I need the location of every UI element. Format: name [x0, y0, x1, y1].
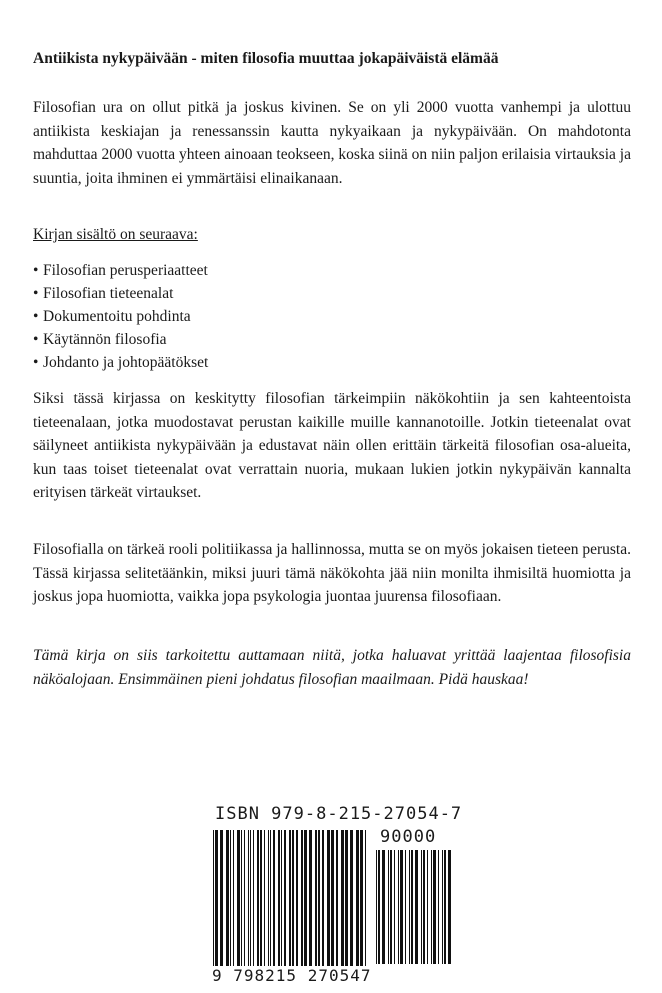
barcode-bar: [378, 850, 380, 964]
barcode-bar: [213, 830, 214, 980]
barcode-bar: [233, 830, 234, 966]
barcode-bar: [215, 830, 218, 980]
role-paragraph: Filosofialla on tärkeä rooli politiikassa ja hallinnossa, mutta se on myös jokaisen tieteen perusta. Tässä kirjassa selitetäänkin, miksi juuri tämä näkökohta jää niin monilta ihmisiltä huomiotta ja joskus jopa huomiotta, vaikka jopa psykologia juontaa juurensa filosofiaan.: [33, 541, 631, 605]
barcode-bar: [411, 850, 413, 964]
barcode-bar: [237, 830, 240, 966]
barcode-bar: [278, 830, 280, 966]
barcode-bar: [318, 830, 320, 980]
barcode-bar: [264, 830, 265, 966]
barcode-bar: [415, 850, 418, 964]
bullet-icon: •: [33, 308, 39, 325]
barcode-bar: [253, 830, 254, 966]
barcode-bar: [220, 830, 223, 966]
addon-barcode-bars: [375, 850, 457, 978]
bullet-icon: •: [33, 285, 39, 302]
list-item: • Filosofian perusperiaatteet: [33, 259, 208, 282]
barcode-bar: [230, 830, 231, 966]
barcode-bar: [309, 830, 312, 966]
barcode-bar: [382, 850, 385, 964]
barcode-bar: [248, 830, 249, 966]
barcode-bar: [350, 830, 353, 966]
barcode-bar: [394, 850, 395, 964]
barcode-bar: [244, 830, 245, 966]
list-item: • Filosofian tieteenalat: [33, 282, 208, 305]
barcode-bar: [281, 830, 282, 966]
barcode-bar: [360, 830, 363, 966]
barcode-bar: [421, 850, 422, 964]
barcode-bar: [356, 830, 359, 966]
barcode-bar: [284, 830, 286, 966]
focus-paragraph: Siksi tässä kirjassa on keskitytty filosofian tärkeimpiin näkökohtiin ja sen kahteentoista tieteenalaan, jotka muodostavat perustan kaikille muille kannanotoille. Jotkin tieteenalat ovat säilyneet antiikista nykypäivään ja edustavat näin ollen erittäin tärkeitä filosofian osa-alueita, kun taas toiset tieteenalat ovat verrattain nuoria, mukaan lukien jotkin nykypäivän kannalta erityisen tärkeät virtaukset.: [33, 390, 631, 501]
barcode-bar: [257, 830, 259, 966]
barcode-bar: [336, 830, 338, 966]
barcode-bar: [322, 830, 324, 966]
barcode-bar: [405, 850, 406, 964]
barcode-bar: [400, 850, 403, 964]
list-item: • Käytännön filosofia: [33, 328, 208, 351]
barcode-bar: [270, 830, 271, 966]
barcode-bar: [398, 850, 399, 964]
barcode-bar: [365, 830, 366, 980]
barcode-bar: [448, 850, 451, 964]
intro-paragraph: Filosofian ura on ollut pitkä ja joskus kivinen. Se on yli 2000 vuotta vanhempi ja ulottuu antiikista keskiajan ja renessanssin kautta nykyaikaan ja nykypäivään. On mahdotonta mahduttaa 2000 vuotta yhteen ainoaan teokseen, koska siinä on niin paljon erilaisia virtauksia ja suuntia, joita ihminen ei ymmärtäisi elinaikanaan.: [33, 99, 631, 187]
list-item: • Dokumentoitu pohdinta: [33, 305, 208, 328]
barcode-bar: [260, 830, 262, 966]
barcode-bar: [315, 830, 317, 980]
barcode-bar: [292, 830, 294, 966]
barcode-bar: [301, 830, 303, 966]
contents-list: [33, 259, 208, 374]
barcode-bar: [327, 830, 330, 966]
barcode-bar: [341, 830, 344, 966]
barcode-bar: [388, 850, 389, 964]
barcode-bar: [226, 830, 229, 966]
price-code: 90000: [380, 827, 437, 847]
barcode-digits: 9 798215 270547: [212, 966, 372, 985]
barcode-bar: [409, 850, 410, 964]
barcode-bar: [273, 830, 275, 966]
book-title: Antiikista nykypäivään - miten filosofia muuttaa jokapäiväistä elämää: [33, 50, 499, 67]
barcode-bars: [212, 830, 372, 980]
barcode-bar: [444, 850, 446, 964]
barcode-bar: [331, 830, 334, 966]
barcode-bar: [423, 850, 425, 964]
barcode-bar: [442, 850, 443, 964]
barcode-bar: [433, 850, 436, 964]
barcode-bar: [289, 830, 291, 966]
bullet-icon: •: [33, 331, 39, 348]
barcode-bar: [390, 850, 392, 964]
barcode-bar: [304, 830, 307, 966]
barcode-bar: [431, 850, 432, 964]
barcode-bar: [427, 850, 428, 964]
isbn-label: ISBN 979-8-215-27054-7: [215, 804, 463, 824]
contents-heading: Kirjan sisältö on seuraava:: [33, 226, 198, 243]
barcode-bar: [241, 830, 242, 966]
bullet-icon: •: [33, 354, 39, 371]
bullet-icon: •: [33, 262, 39, 279]
barcode-bar: [296, 830, 298, 966]
barcode-bar: [250, 830, 251, 966]
list-item: • Johdanto ja johtopäätökset: [33, 351, 208, 374]
barcode-bar: [438, 850, 439, 964]
barcode-bar: [376, 850, 377, 964]
isbn-barcode: [212, 804, 463, 989]
closing-paragraph: Tämä kirja on siis tarkoitettu auttamaan niitä, jotka haluavat yrittää laajentaa filosofisia näköalojaan. Ensimmäinen pieni johdatus filosofian maailmaan. Pidä hauskaa!: [33, 647, 631, 688]
barcode-bar: [268, 830, 269, 966]
barcode-bar: [345, 830, 348, 966]
